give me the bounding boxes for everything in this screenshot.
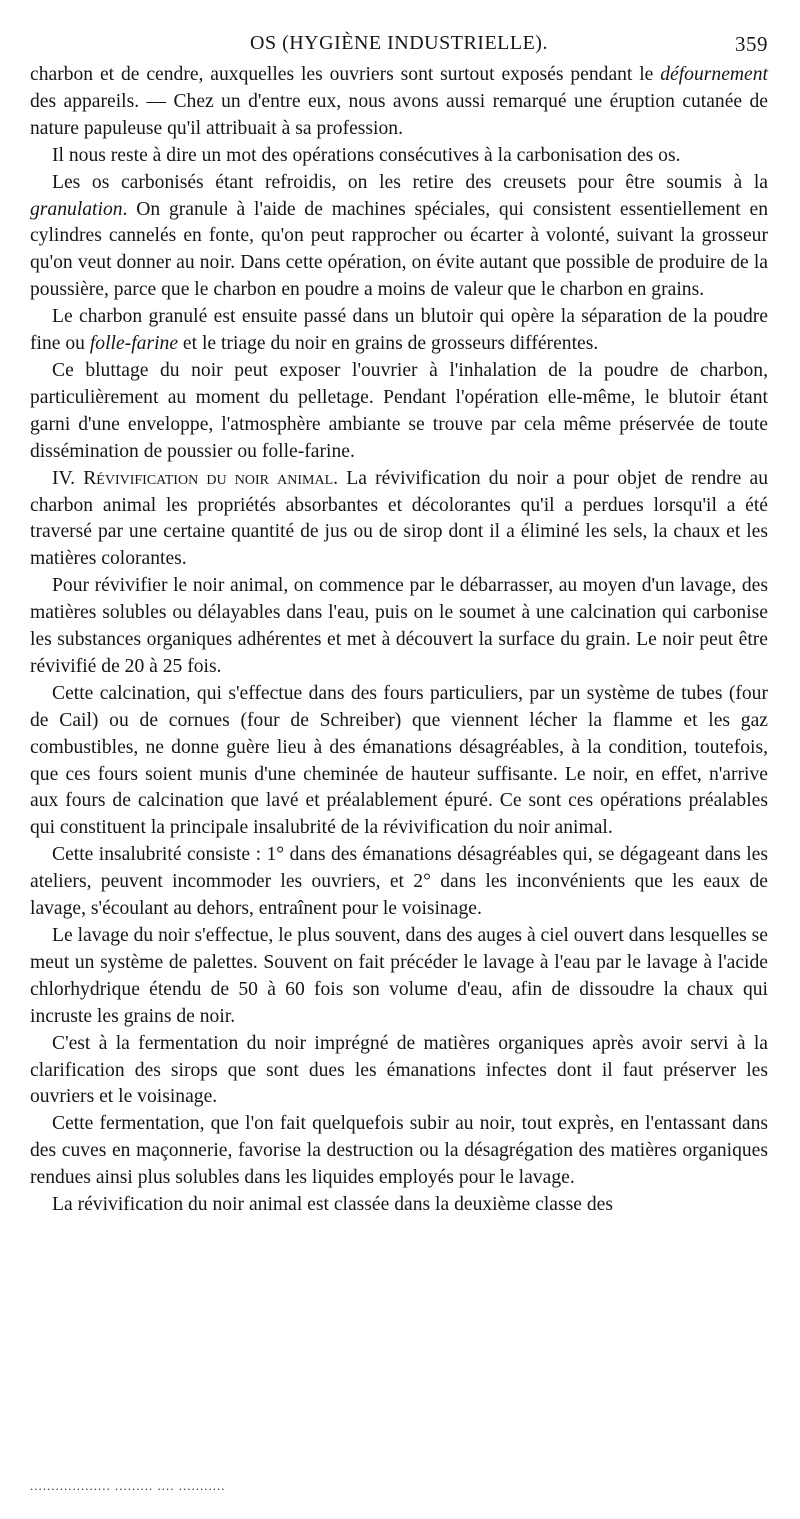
text-span: Les os carbonisés étant refroidis, on les retire des creusets pour être soumis à la <box>52 171 768 193</box>
text-span: . On granule à l'aide de machines spéciales, qui consistent essentiellement en cylindres cannelés en fonte, qu'on peut rapprocher ou écarter à volonté, suivant la grosseur qu'on veut donner au noir. Dans cette opération, on évite autant que possible de produire de la poussière, parce que le charbon en poudre a moins de valeur que le charbon en grains. <box>30 198 768 301</box>
paragraph-p12 <box>30 1192 768 1219</box>
text-span: des appareils. — Chez un d'entre eux, nous avons aussi remarqué une éruption cutanée de nature papuleuse qu'il attribuait à sa profession. <box>30 90 768 139</box>
text-span: Le lavage du noir s'effectue, le plus souvent, dans des auges à ciel ouvert dans lesquelles se meut un système de palettes. Souvent on fait précéder le lavage à l'eau par le lavage à l'acide chlorhydrique étendu de 50 à 60 fois son volume d'eau, afin de dissoudre la chaux qui incruste les grains de noir. <box>30 925 768 1027</box>
italic-term: folle-farine <box>89 333 179 355</box>
paragraph-p5 <box>30 466 768 574</box>
text-span: charbon et de cendre, auxquelles les ouvriers sont surtout exposés pendant le <box>30 64 661 85</box>
text-span: La révivification du noir a pour objet de rendre au charbon animal les propriétés absorbantes et décolorantes qu'il a perdues lorsqu'il a été traversé par une certaine quantité de jus ou de sirop dont il a éliminé les sels, la chaux et les matières colorantes. <box>30 467 768 570</box>
paragraph-p9 <box>30 923 768 1031</box>
paragraph-p11 <box>30 1111 768 1192</box>
paragraph-p0 <box>30 62 768 143</box>
paragraph-p10 <box>30 1031 768 1112</box>
body-text <box>30 62 768 1219</box>
page-number: 359 <box>735 32 768 56</box>
paragraph-p4 <box>30 358 768 466</box>
footer-dotted-line: ................... ......... .... ........... <box>30 1478 226 1493</box>
paragraph-p2 <box>30 170 768 305</box>
section-number: IV. <box>52 467 84 489</box>
paragraph-p8 <box>30 842 768 923</box>
running-header <box>30 28 768 62</box>
text-span: La révivification du noir animal est classée dans la deuxième classe des <box>52 1194 613 1216</box>
text-span: Ce bluttage du noir peut exposer l'ouvrier à l'inhalation de la poudre de charbon, particulièrement au moment du pelletage. Pendant l'opération elle-même, le blutoir étant garni d'une enveloppe, l'atmosphère ambiante se trouve par cela même préservée de toute dissémination de poussier ou folle-farine. <box>30 359 768 462</box>
paragraph-p7 <box>30 681 768 842</box>
italic-term: défournement <box>660 64 768 85</box>
italic-term: granulation <box>30 198 123 220</box>
text-span: Cette calcination, qui s'effectue dans des fours particuliers, par un système de tubes (four de Cail) ou de cornues (four de Schreiber) que viennent lécher la flamme et les gaz combustibles, ne donne guère lieu à des émanations désagréables, à la condition, toutefois, que ces fours soient munis d'une cheminée de hauteur suffisante. Le noir, en effet, n'arrive aux fours de calcination que lavé et préalablement épuré. Ce sont ces opérations préalables qui constituent la principale insalubrité de la révivification du noir animal. <box>30 682 768 839</box>
text-span: et le triage du noir en grains de grosseurs différentes. <box>178 333 599 355</box>
text-span: Cette fermentation, que l'on fait quelquefois subir au noir, tout exprès, en l'entassant dans des cuves en maçonnerie, favorise la destruction ou la désagrégation des matières organiques rendues ainsi plus solubles dans les liquides employés pour le lavage. <box>30 1113 768 1189</box>
paragraph-p3 <box>30 304 768 358</box>
section-heading: Révivification du noir animal. <box>83 467 339 489</box>
text-span: Il nous reste à dire un mot des opérations consécutives à la carbonisation des os. <box>52 144 681 166</box>
paragraph-p6 <box>30 573 768 681</box>
text-span: Cette insalubrité consiste : 1° dans des émanations désagréables qui, se dégageant dans les ateliers, peuvent incommoder les ouvriers, et 2° dans les inconvénients que les eaux de lavage, s'écoulant au dehors, entraînent pour le voisinage. <box>30 844 768 920</box>
text-span: C'est à la fermentation du noir imprégné de matières organiques après avoir servi à la clarification des sirops que sont dues les émanations infectes dont il faut préserver les ouvriers et le voisinage. <box>30 1032 768 1108</box>
running-title: OS (HYGIÈNE INDUSTRIELLE). <box>250 32 548 54</box>
text-span: Pour révivifier le noir animal, on commence par le débarrasser, au moyen d'un lavage, des matières solubles ou délayables dans l'eau, puis on le soumet à une calcination qui carbonise les substances organiques adhérentes et met à découvert la surface du grain. Le noir peut être révivifié de 20 à 25 fois. <box>30 575 768 677</box>
text-span: Le charbon granulé est ensuite passé dans un blutoir qui opère la séparation de la poudre fine ou <box>30 306 768 355</box>
paragraph-p1 <box>30 143 768 170</box>
